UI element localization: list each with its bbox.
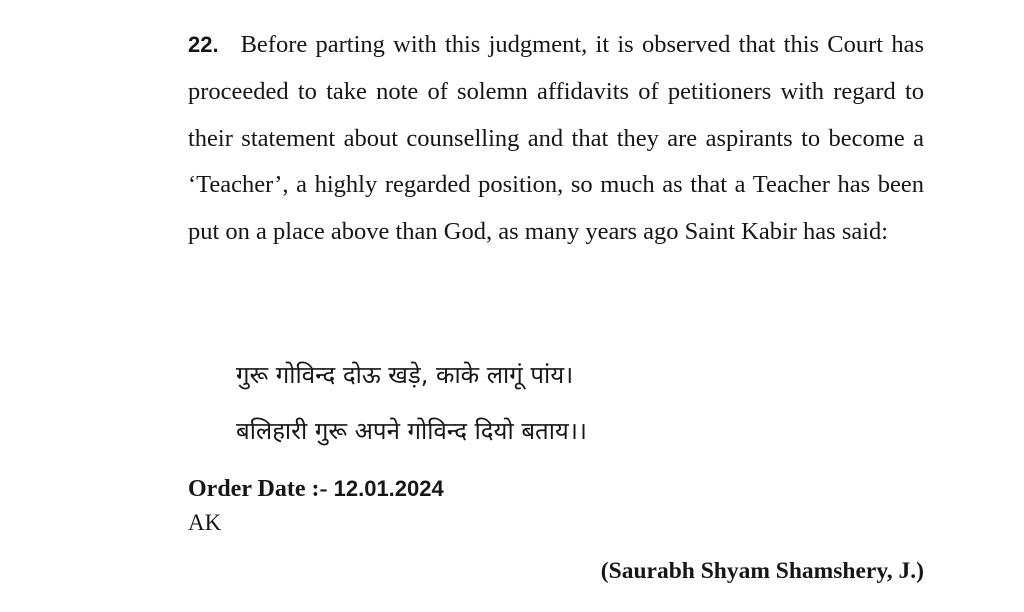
verse-line-1: गुरू गोविन्द दोऊ खड़े, काके लागूं पांय। xyxy=(236,361,574,389)
order-date-line xyxy=(188,474,444,504)
verse-line-2: बलिहारी गुरू अपने गोविन्द दियो बताय।। xyxy=(236,417,588,445)
paragraph-number: 22. xyxy=(188,32,219,57)
order-date-value: 12.01.2024 xyxy=(333,476,444,501)
judge-signature: (Saurabh Shyam Shamshery, J.) xyxy=(600,558,924,584)
order-date-label: Order Date :- xyxy=(188,476,328,502)
paragraph-22 xyxy=(188,22,924,256)
initials: AK xyxy=(188,510,222,535)
paragraph-text: Before parting with this judgment, it is observed that this Court has proceeded to take note of solemn affidavits of petitioners with regard to their statement about counselling and that they are aspirants to become a ‘Teacher’, a highly regarded position, so much as that a Teacher has been put on a place above than God, as many years ago Saint Kabir has said: xyxy=(188,31,924,246)
